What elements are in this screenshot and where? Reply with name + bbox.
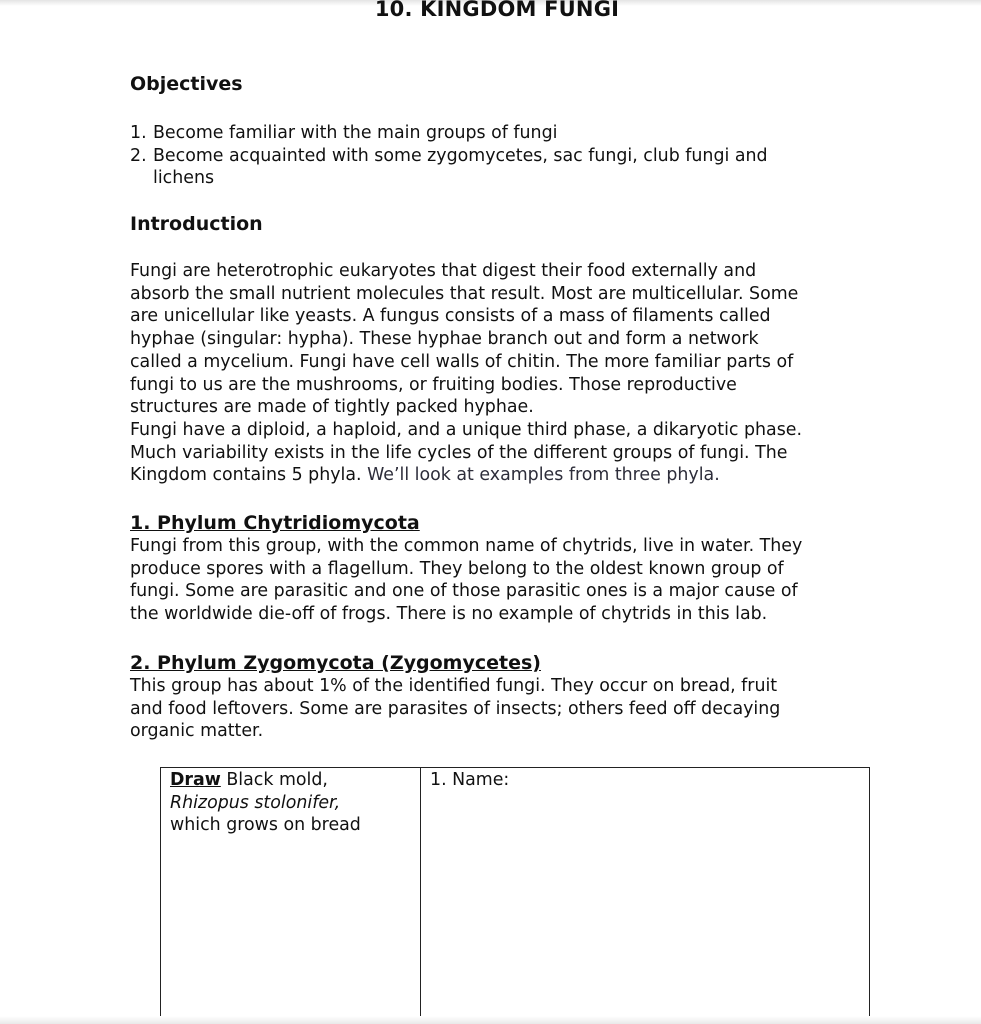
phylum-chytridiomycota-heading: 1. Phylum Chytridiomycota bbox=[130, 512, 420, 534]
page-title: 10. KINGDOM FUNGI bbox=[374, 0, 620, 21]
page-bottom-shadow bbox=[0, 1016, 981, 1024]
specimen-note: which grows on bread bbox=[170, 815, 361, 836]
objectives-heading: Objectives bbox=[130, 73, 243, 95]
draw-label: Draw bbox=[170, 770, 221, 790]
paragraph-line: Fungi have a diploid, a haploid, and a unique third phase, a dikaryotic phase. bbox=[130, 419, 803, 440]
paragraph-line: fungi to us are the mushrooms, or fruiting bodies. Those reproductive bbox=[130, 374, 737, 395]
objectives-list bbox=[130, 122, 850, 190]
phylum-zygomycota-paragraph bbox=[130, 675, 850, 743]
paragraph-line: the worldwide die-off of frogs. There is no example of chytrids in this lab. bbox=[130, 604, 768, 625]
paragraph-line: Fungi from this group, with the common name of chytrids, live in water. They bbox=[130, 536, 803, 556]
introduction-heading: Introduction bbox=[130, 213, 263, 235]
objective-text: Become familiar with the main groups of fungi bbox=[153, 123, 558, 143]
paragraph-line: structures are made of tightly packed hyphae. bbox=[130, 397, 534, 418]
drawing-area-cell[interactable] bbox=[421, 768, 869, 1016]
phylum-zygomycota-heading: 2. Phylum Zygomycota (Zygomycetes) bbox=[130, 652, 541, 674]
paragraph-line: Kingdom contains 5 phyla. bbox=[130, 465, 362, 486]
specimen-table bbox=[160, 767, 870, 1017]
paragraph-line: called a mycelium. Fungi have cell walls of chitin. The more familiar parts of bbox=[130, 351, 794, 372]
objective-text-line: lichens bbox=[153, 168, 215, 189]
objective-item bbox=[130, 122, 850, 145]
paragraph-line: Much variability exists in the life cycles of the different groups of fungi. The bbox=[130, 442, 788, 463]
name-field-label: 1. Name: bbox=[430, 770, 510, 790]
paragraph-line: This group has about 1% of the identified fungi. They occur on bread, fruit bbox=[130, 676, 778, 696]
paragraph-line: organic matter. bbox=[130, 721, 264, 742]
objective-text-line: Become acquainted with some zygomycetes, sac fungi, club fungi and bbox=[153, 145, 768, 166]
objective-number: 2. bbox=[130, 145, 147, 166]
paragraph-line: fungi. Some are parasitic and one of those parasitic ones is a major cause of bbox=[130, 581, 798, 602]
paragraph-line: are unicellular like yeasts. A fungus consists of a mass of filaments called bbox=[130, 306, 771, 327]
phylum-chytridiomycota-paragraph bbox=[130, 535, 875, 626]
paragraph-line: hyphae (singular: hypha). These hyphae branch out and form a network bbox=[130, 329, 759, 350]
specimen-common-name: Black mold, bbox=[226, 770, 328, 790]
specimen-description-cell bbox=[161, 768, 421, 1016]
paragraph-line: and food leftovers. Some are parasites of insects; others feed off decaying bbox=[130, 698, 781, 719]
objective-item bbox=[130, 145, 850, 190]
specimen-scientific-name: Rhizopus stolonifer, bbox=[170, 792, 341, 813]
paragraph-line: Fungi are heterotrophic eukaryotes that digest their food externally and bbox=[130, 261, 757, 281]
introduction-paragraph bbox=[130, 260, 870, 487]
objective-number: 1. bbox=[130, 123, 147, 143]
paragraph-line: absorb the small nutrient molecules that result. Most are multicellular. Some bbox=[130, 283, 799, 304]
paragraph-line: produce spores with a flagellum. They belong to the oldest known group of bbox=[130, 558, 784, 579]
paragraph-line-end: We’ll look at examples from three phyla. bbox=[367, 465, 720, 486]
